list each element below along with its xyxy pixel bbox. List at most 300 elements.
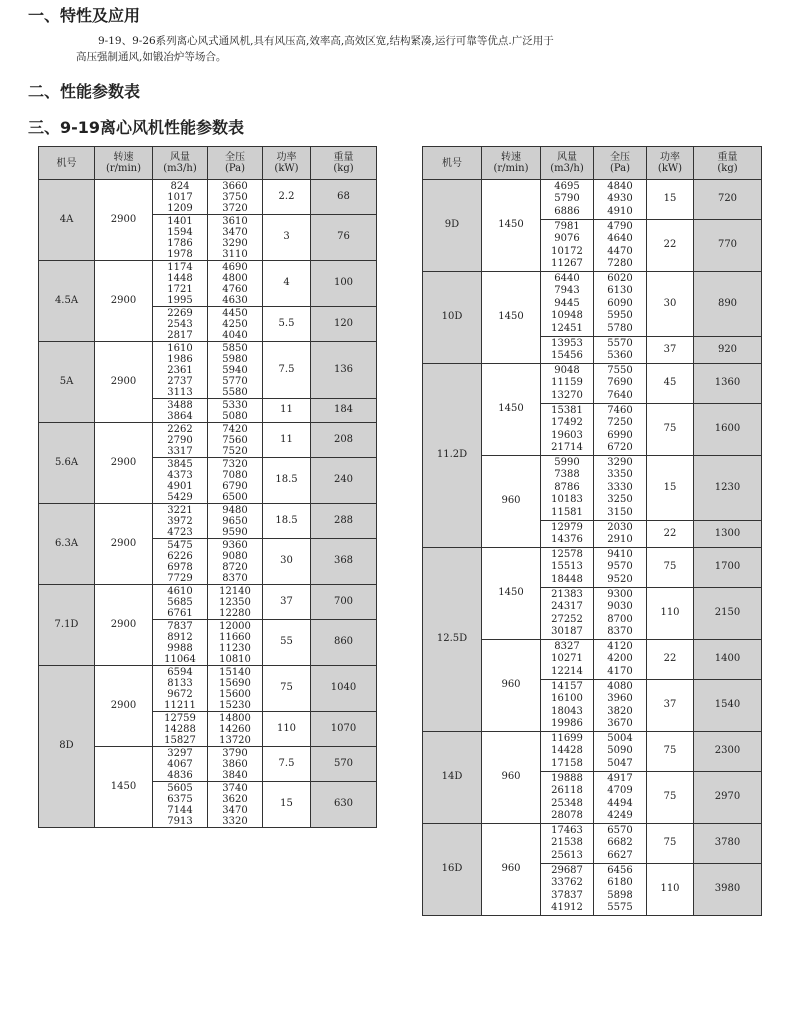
flow-cell-line: 2543 xyxy=(167,318,193,330)
flow-cell-line: 1610 xyxy=(167,342,193,354)
pressure-cell-line: 4640 xyxy=(607,233,633,244)
power-cell: 110 xyxy=(647,588,694,640)
pressure-cell xyxy=(208,215,263,261)
flow-cell-line: 30187 xyxy=(551,626,583,637)
header-flow xyxy=(153,147,208,180)
table-row xyxy=(423,732,762,772)
pressure-cell xyxy=(594,588,647,640)
weight-cell: 76 xyxy=(311,215,377,261)
flow-cell-line: 2817 xyxy=(167,329,193,341)
table-row xyxy=(39,342,377,399)
weight-cell: 184 xyxy=(311,399,377,423)
weight-cell: 1040 xyxy=(311,666,377,712)
flow-cell-line: 3221 xyxy=(167,504,193,516)
power-cell: 18.5 xyxy=(263,504,311,539)
pressure-cell-line: 5980 xyxy=(222,353,248,365)
pressure-cell-line: 15140 xyxy=(219,666,251,678)
model-cell: 9D xyxy=(423,180,482,272)
pressure-cell-line: 4630 xyxy=(222,294,248,306)
weight-cell: 1700 xyxy=(694,548,762,588)
pressure-cell-line: 15690 xyxy=(219,677,251,689)
flow-cell-line: 6761 xyxy=(167,607,193,619)
flow-cell xyxy=(541,548,594,588)
pressure-cell xyxy=(594,864,647,916)
weight-cell: 288 xyxy=(311,504,377,539)
pressure-cell-line: 5570 xyxy=(607,337,633,349)
pressure-cell-line: 14260 xyxy=(219,723,251,735)
weight-cell: 208 xyxy=(311,423,377,458)
flow-cell-line: 11267 xyxy=(551,258,583,269)
speed-cell: 2900 xyxy=(95,666,153,747)
pressure-cell-line: 8720 xyxy=(222,561,248,573)
pressure-cell-line: 3320 xyxy=(222,815,248,827)
weight-cell: 1070 xyxy=(311,712,377,747)
section-heading-fan-table: 三、9-19离心风机性能参数表 xyxy=(28,118,245,137)
power-cell: 75 xyxy=(647,732,694,772)
section-heading-features: 一、特性及应用 xyxy=(28,6,141,25)
pressure-cell-line: 6990 xyxy=(607,429,633,441)
flow-cell-line: 3488 xyxy=(167,399,193,411)
pressure-cell-line: 4917 xyxy=(607,772,633,784)
speed-cell: 1450 xyxy=(482,180,541,272)
weight-cell: 920 xyxy=(694,337,762,364)
pressure-cell-line: 5940 xyxy=(222,364,248,376)
table-row xyxy=(39,585,377,620)
model-cell: 4.5A xyxy=(39,261,95,342)
speed-cell: 960 xyxy=(482,732,541,824)
header-speed-line: 转速 xyxy=(113,152,134,163)
flow-cell-line: 12979 xyxy=(551,521,583,533)
weight-cell: 240 xyxy=(311,458,377,504)
pressure-cell-line: 7560 xyxy=(222,434,248,446)
flow-cell xyxy=(541,521,594,548)
pressure-cell-line: 12280 xyxy=(219,607,251,619)
table-row xyxy=(39,504,377,539)
flow-cell xyxy=(153,620,208,666)
model-cell: 8D xyxy=(39,666,95,828)
pressure-cell-line: 3660 xyxy=(222,180,248,192)
header-speed-line: 转速 xyxy=(501,152,521,163)
flow-cell xyxy=(153,261,208,307)
flow-cell-line: 11064 xyxy=(164,653,196,665)
flow-cell-line: 21714 xyxy=(551,442,583,453)
power-cell: 2.2 xyxy=(263,180,311,215)
pressure-cell-line: 4800 xyxy=(222,272,248,284)
header-power-line: (kW) xyxy=(657,163,683,174)
speed-cell: 2900 xyxy=(95,180,153,261)
pressure-cell-line: 6500 xyxy=(222,491,248,503)
flow-cell-line: 3972 xyxy=(167,515,193,527)
flow-cell-line: 14288 xyxy=(164,723,196,735)
flow-cell-line: 1017 xyxy=(167,191,193,203)
table-row xyxy=(423,548,762,588)
flow-cell-line: 5685 xyxy=(167,596,193,608)
power-cell: 11 xyxy=(263,399,311,423)
flow-cell xyxy=(541,456,594,521)
pressure-cell-line: 9300 xyxy=(607,588,633,600)
pressure-cell-line: 6627 xyxy=(607,849,633,861)
pressure-cell-line: 8370 xyxy=(222,572,248,584)
flow-cell-line: 8912 xyxy=(167,631,193,643)
pressure-cell-line: 7320 xyxy=(222,458,248,470)
performance-table-right xyxy=(422,146,762,916)
pressure-cell xyxy=(208,620,263,666)
pressure-cell-line: 3610 xyxy=(222,215,248,227)
flow-cell-line: 12451 xyxy=(551,322,583,334)
flow-cell xyxy=(541,220,594,272)
flow-cell xyxy=(541,772,594,824)
pressure-cell-line: 6130 xyxy=(607,285,633,297)
flow-cell xyxy=(153,215,208,261)
flow-cell-line: 1401 xyxy=(167,215,193,227)
flow-cell-line: 4067 xyxy=(167,758,193,770)
flow-cell-line: 4901 xyxy=(167,480,193,492)
flow-cell-line: 1986 xyxy=(167,353,193,365)
pressure-cell-line: 2030 xyxy=(607,521,633,533)
weight-cell: 2150 xyxy=(694,588,762,640)
pressure-cell-line: 3740 xyxy=(222,782,248,794)
pressure-cell xyxy=(594,824,647,864)
power-cell: 15 xyxy=(647,180,694,220)
flow-cell xyxy=(153,782,208,828)
pressure-cell-line: 4690 xyxy=(222,261,248,273)
pressure-cell-line: 3290 xyxy=(222,237,248,249)
pressure-cell-line: 12350 xyxy=(219,596,251,608)
pressure-cell-line: 4250 xyxy=(222,318,248,330)
power-cell: 30 xyxy=(647,272,694,337)
flow-cell-line: 2790 xyxy=(167,434,193,446)
flow-cell-line: 7144 xyxy=(167,804,193,816)
flow-cell-line: 3113 xyxy=(167,386,193,398)
flow-cell-line: 2361 xyxy=(167,364,193,376)
flow-cell-line: 21538 xyxy=(551,837,583,849)
pressure-cell xyxy=(594,364,647,404)
flow-cell xyxy=(153,458,208,504)
flow-cell-line: 9048 xyxy=(554,364,580,376)
flow-cell-line: 10172 xyxy=(551,245,583,257)
power-cell: 15 xyxy=(647,456,694,521)
header-flow-line: (m3/h) xyxy=(550,163,584,174)
flow-cell-line: 12214 xyxy=(551,665,583,677)
intro-line-1: 9-19、9-26系列离心风式通风机,具有风压高,效率高,高效区宽,结构紧凑,运行可靠等优点.广泛用于 xyxy=(98,35,554,47)
header-weight-line: 重量 xyxy=(717,152,738,163)
header-weight-line: (kg) xyxy=(333,163,354,174)
header-power xyxy=(263,147,311,180)
section-heading-params: 二、性能参数表 xyxy=(28,82,141,101)
flow-cell-line: 11699 xyxy=(551,732,583,744)
header-pressure-line: 全压 xyxy=(610,152,630,163)
flow-cell-line: 15827 xyxy=(164,734,196,746)
power-cell: 7.5 xyxy=(263,342,311,399)
power-cell: 22 xyxy=(647,521,694,548)
pressure-cell xyxy=(208,539,263,585)
flow-cell-line: 9076 xyxy=(554,233,580,244)
pressure-cell-line: 5850 xyxy=(222,342,248,354)
flow-cell-line: 10271 xyxy=(551,653,583,665)
flow-cell-line: 1448 xyxy=(167,272,193,284)
pressure-cell-line: 9410 xyxy=(607,548,633,560)
pressure-cell xyxy=(208,747,263,782)
flow-cell-line: 4610 xyxy=(167,585,193,597)
header-weight xyxy=(694,147,762,180)
flow-cell xyxy=(153,539,208,585)
flow-cell xyxy=(153,342,208,399)
pressure-cell-line: 5360 xyxy=(607,350,633,361)
table-row xyxy=(423,180,762,220)
table-row xyxy=(39,180,377,215)
speed-cell: 1450 xyxy=(482,272,541,364)
flow-cell-line: 15381 xyxy=(551,404,583,416)
pressure-cell-line: 3330 xyxy=(607,481,633,493)
power-cell: 3 xyxy=(263,215,311,261)
flow-cell-line: 24317 xyxy=(551,601,583,612)
power-cell: 30 xyxy=(263,539,311,585)
pressure-cell-line: 3840 xyxy=(222,769,248,781)
header-flow-line: 风量 xyxy=(170,152,190,163)
pressure-cell-line: 3150 xyxy=(607,506,633,518)
flow-cell-line: 18043 xyxy=(551,705,583,717)
flow-cell-line: 17158 xyxy=(551,757,583,769)
model-cell: 14D xyxy=(423,732,482,824)
flow-cell-line: 6978 xyxy=(167,561,193,573)
flow-cell-line: 25348 xyxy=(551,797,583,809)
flow-cell-line: 19986 xyxy=(551,718,583,729)
flow-cell-line: 5429 xyxy=(167,491,193,503)
pressure-cell xyxy=(594,272,647,337)
flow-cell xyxy=(541,364,594,404)
header-power xyxy=(647,147,694,180)
flow-cell xyxy=(541,588,594,640)
pressure-cell-line: 9480 xyxy=(222,504,248,516)
intro-line-2: 高压强制通风,如锻冶炉等场合。 xyxy=(76,51,227,63)
pressure-cell-line: 3620 xyxy=(222,793,248,805)
speed-cell: 1450 xyxy=(482,364,541,456)
flow-cell-line: 1721 xyxy=(167,283,193,295)
flow-cell-line: 2737 xyxy=(167,375,193,387)
model-cell: 7.1D xyxy=(39,585,95,666)
pressure-cell-line: 12000 xyxy=(219,620,251,632)
pressure-cell-line: 5575 xyxy=(607,902,633,913)
pressure-cell-line: 4494 xyxy=(607,797,633,809)
flow-cell xyxy=(153,712,208,747)
pressure-cell-line: 4910 xyxy=(607,205,633,217)
header-flow xyxy=(541,147,594,180)
flow-cell-line: 7981 xyxy=(554,220,580,232)
flow-cell-line: 2269 xyxy=(167,307,193,319)
pressure-cell xyxy=(594,180,647,220)
flow-cell xyxy=(541,864,594,916)
power-cell: 75 xyxy=(647,772,694,824)
header-pressure-line: (Pa) xyxy=(609,163,631,174)
header-speed-line: (r/min) xyxy=(105,163,142,174)
power-cell: 22 xyxy=(647,220,694,272)
pressure-cell xyxy=(208,261,263,307)
pressure-cell-line: 10810 xyxy=(219,653,251,665)
pressure-cell xyxy=(594,640,647,680)
flow-cell-line: 27252 xyxy=(551,613,583,625)
flow-cell-line: 824 xyxy=(170,180,190,192)
flow-cell-line: 5790 xyxy=(554,193,580,205)
table-row xyxy=(423,364,762,404)
pressure-cell-line: 6456 xyxy=(607,864,633,876)
performance-table-left xyxy=(38,146,377,828)
power-cell: 7.5 xyxy=(263,747,311,782)
pressure-cell-line: 3790 xyxy=(222,747,248,759)
pressure-cell-line: 6682 xyxy=(607,837,633,849)
header-model: 机号 xyxy=(423,147,482,180)
weight-cell: 100 xyxy=(311,261,377,307)
weight-cell: 630 xyxy=(311,782,377,828)
flow-cell-line: 15456 xyxy=(551,350,583,361)
pressure-cell-line: 7460 xyxy=(607,404,633,416)
weight-cell: 2300 xyxy=(694,732,762,772)
pressure-cell xyxy=(594,521,647,548)
table-row xyxy=(39,261,377,307)
flow-cell xyxy=(153,585,208,620)
flow-cell xyxy=(541,824,594,864)
pressure-cell-line: 4200 xyxy=(607,653,633,665)
flow-cell-line: 12578 xyxy=(551,548,583,560)
pressure-cell xyxy=(594,220,647,272)
pressure-cell-line: 4450 xyxy=(222,307,248,319)
model-cell: 5A xyxy=(39,342,95,423)
flow-cell-line: 10948 xyxy=(551,310,583,322)
pressure-cell-line: 11230 xyxy=(219,642,251,654)
flow-cell-line: 17463 xyxy=(551,824,583,836)
flow-cell-line: 6886 xyxy=(554,205,580,217)
model-cell: 5.6A xyxy=(39,423,95,504)
speed-cell: 960 xyxy=(482,456,541,548)
flow-cell-line: 1786 xyxy=(167,237,193,249)
flow-cell xyxy=(541,732,594,772)
pressure-cell-line: 3470 xyxy=(222,804,248,816)
pressure-cell-line: 3470 xyxy=(222,226,248,238)
model-cell: 4A xyxy=(39,180,95,261)
pressure-cell-line: 3670 xyxy=(607,718,633,729)
flow-cell-line: 6594 xyxy=(167,666,193,678)
pressure-cell-line: 9570 xyxy=(607,561,633,573)
speed-cell: 2900 xyxy=(95,342,153,423)
speed-cell: 2900 xyxy=(95,423,153,504)
flow-cell-line: 10183 xyxy=(551,494,583,506)
power-cell: 5.5 xyxy=(263,307,311,342)
pressure-cell-line: 5898 xyxy=(607,889,633,901)
pressure-cell xyxy=(208,504,263,539)
flow-cell-line: 12759 xyxy=(164,712,196,724)
pressure-cell-line: 4840 xyxy=(607,180,633,192)
pressure-cell xyxy=(208,423,263,458)
weight-cell: 720 xyxy=(694,180,762,220)
flow-cell-line: 9988 xyxy=(167,642,193,654)
speed-cell: 2900 xyxy=(95,261,153,342)
flow-cell-line: 7729 xyxy=(167,572,193,584)
flow-cell-line: 7837 xyxy=(167,620,193,632)
weight-cell: 570 xyxy=(311,747,377,782)
power-cell: 15 xyxy=(263,782,311,828)
model-cell: 11.2D xyxy=(423,364,482,548)
weight-cell: 1230 xyxy=(694,456,762,521)
pressure-cell-line: 5080 xyxy=(222,410,248,422)
pressure-cell-line: 9030 xyxy=(607,601,633,612)
pressure-cell xyxy=(594,680,647,732)
pressure-cell xyxy=(208,399,263,423)
speed-cell: 960 xyxy=(482,824,541,916)
weight-cell: 1360 xyxy=(694,364,762,404)
pressure-cell-line: 4080 xyxy=(607,680,633,692)
flow-cell-line: 4723 xyxy=(167,526,193,538)
flow-cell-line: 11159 xyxy=(551,377,583,389)
pressure-cell-line: 5580 xyxy=(222,386,248,398)
flow-cell-line: 4836 xyxy=(167,769,193,781)
speed-cell: 960 xyxy=(482,640,541,732)
header-weight-line: (kg) xyxy=(717,163,738,174)
pressure-cell-line: 9650 xyxy=(222,515,248,527)
table-row xyxy=(39,666,377,712)
speed-cell: 1450 xyxy=(482,548,541,640)
flow-cell-line: 41912 xyxy=(551,902,583,913)
header-flow-line: (m3/h) xyxy=(163,163,197,174)
speed-cell: 2900 xyxy=(95,585,153,666)
flow-cell-line: 19888 xyxy=(551,772,583,784)
flow-cell xyxy=(541,680,594,732)
pressure-cell xyxy=(208,458,263,504)
pressure-cell xyxy=(208,342,263,399)
flow-cell-line: 28078 xyxy=(551,810,583,821)
header-pressure-line: (Pa) xyxy=(224,163,246,174)
header-pressure-line: 全压 xyxy=(225,152,245,163)
pressure-cell-line: 4790 xyxy=(607,220,633,232)
pressure-cell-line: 15600 xyxy=(219,688,251,700)
pressure-cell-line: 2910 xyxy=(607,534,633,545)
flow-cell xyxy=(153,423,208,458)
flow-cell-line: 37837 xyxy=(551,889,583,901)
power-cell: 4 xyxy=(263,261,311,307)
flow-cell-line: 5475 xyxy=(167,539,193,551)
flow-cell xyxy=(153,666,208,712)
weight-cell: 1300 xyxy=(694,521,762,548)
pressure-cell xyxy=(594,456,647,521)
flow-cell-line: 13270 xyxy=(551,389,583,401)
pressure-cell-line: 4709 xyxy=(607,785,633,796)
power-cell: 110 xyxy=(263,712,311,747)
pressure-cell-line: 5004 xyxy=(607,732,633,744)
pressure-cell-line: 7520 xyxy=(222,445,248,457)
flow-cell xyxy=(541,337,594,364)
weight-cell: 1540 xyxy=(694,680,762,732)
header-flow-line: 风量 xyxy=(557,152,577,163)
flow-cell-line: 6440 xyxy=(554,272,580,284)
pressure-cell-line: 9080 xyxy=(222,550,248,562)
table-row xyxy=(423,272,762,337)
pressure-cell-line: 3110 xyxy=(222,248,248,260)
flow-cell-line: 11211 xyxy=(164,699,196,711)
pressure-cell-line: 7550 xyxy=(607,364,633,376)
header-power-line: (kW) xyxy=(274,163,299,174)
flow-cell xyxy=(153,180,208,215)
flow-cell-line: 9672 xyxy=(167,688,193,700)
flow-cell-line: 4373 xyxy=(167,469,193,481)
flow-cell xyxy=(153,307,208,342)
pressure-cell-line: 9360 xyxy=(222,539,248,551)
pressure-cell-line: 4170 xyxy=(607,665,633,677)
pressure-cell-line: 7250 xyxy=(607,417,633,428)
flow-cell xyxy=(541,272,594,337)
pressure-cell-line: 6790 xyxy=(222,480,248,492)
flow-cell-line: 11581 xyxy=(551,506,583,518)
header-speed xyxy=(95,147,153,180)
flow-cell xyxy=(541,404,594,456)
pressure-cell-line: 7420 xyxy=(222,423,248,435)
